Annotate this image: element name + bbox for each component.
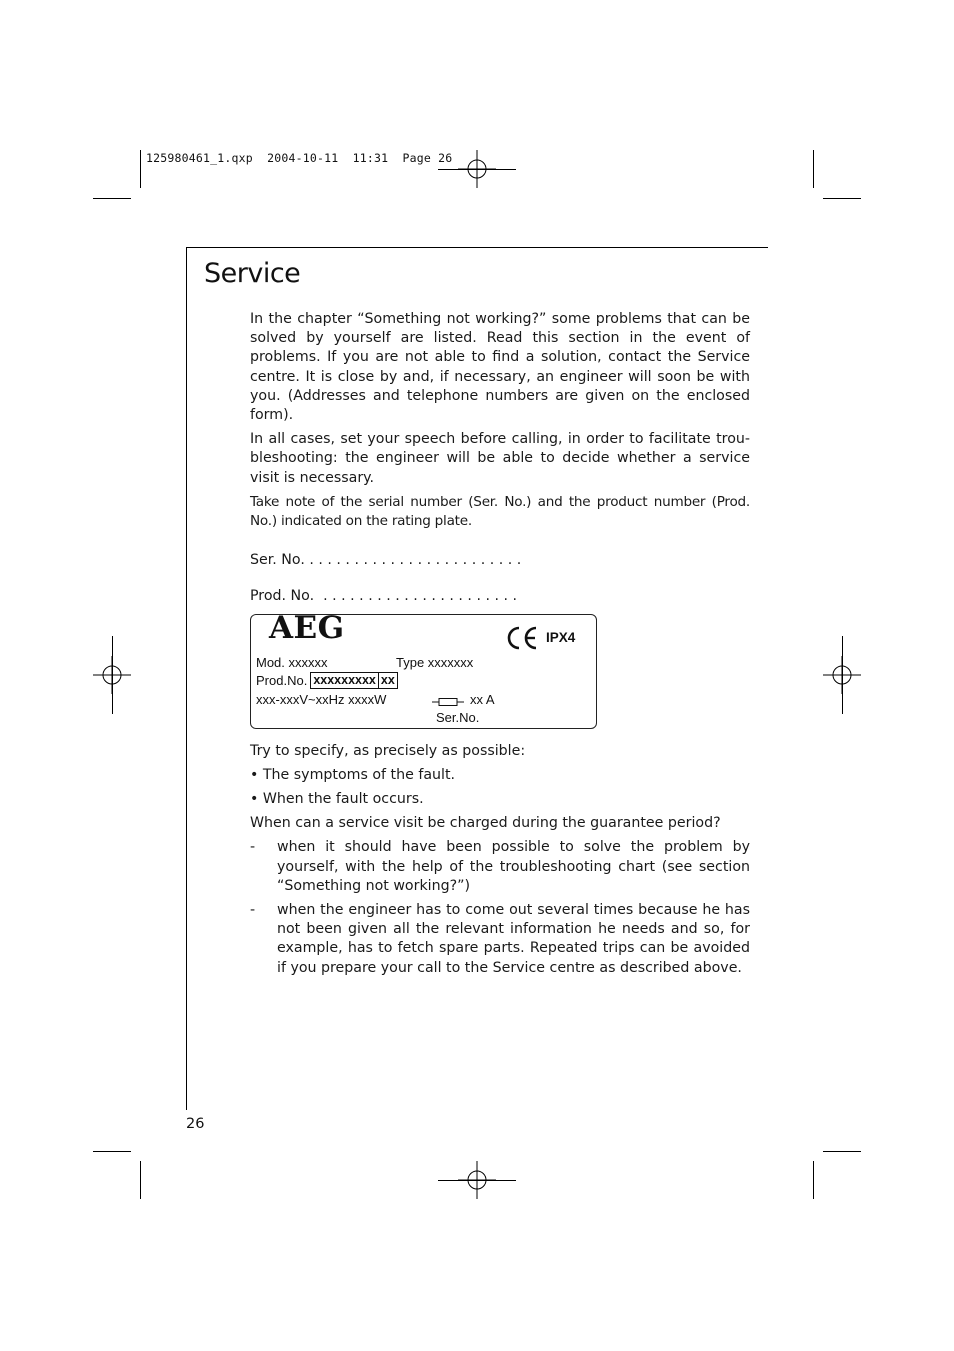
- page-number: 26: [186, 1116, 205, 1132]
- specify-section: [250, 742, 750, 978]
- list-item-text: when the engineer has to come out several times because he has not been given all the relevant information he needs and so, for example, has to fetch spare parts. Repeated trips can be avoided if you prepare your call to the Service centre as described above.: [277, 902, 750, 976]
- prod-no-field: Prod. No. . . . . . . . . . . . . . . . . . . . . . .: [250, 588, 518, 605]
- crop-mark: [823, 198, 861, 199]
- crop-mark: [140, 1161, 141, 1199]
- crop-mark: [813, 150, 814, 188]
- frame-top-rule: [186, 247, 768, 248]
- brand-logo: AEG: [269, 609, 345, 646]
- list-item: • The symptoms of the fault.: [250, 766, 456, 783]
- crop-mark: [813, 1161, 814, 1199]
- type-label: Type xxxxxxx: [396, 654, 474, 670]
- product-number-label: Prod.No.: [256, 672, 308, 688]
- serial-number-label: Ser.No.: [436, 709, 480, 725]
- list-item: [250, 901, 750, 978]
- crop-mark: [93, 1151, 131, 1152]
- registration-mark-line: [112, 636, 113, 714]
- fuse-rating: xx A: [470, 691, 495, 707]
- preparation-paragraph: In all cases, set your speech before calling, in order to facilitate trou-bleshooting: the engineer will be able to decide whether a service visit is necessary.: [250, 431, 750, 486]
- list-dash: -: [250, 902, 256, 919]
- model-label: Mod. xxxxxx: [256, 654, 328, 670]
- electrical-rating: xxx-xxxV~xxHz xxxxW: [256, 691, 387, 707]
- ipx-rating: IPX4: [546, 629, 576, 645]
- crop-mark: [140, 150, 141, 188]
- list-dash: -: [250, 839, 256, 856]
- page-title: Service: [204, 258, 301, 289]
- intro-paragraph: In the chapter “Something not working?” some problems that can be solved by yourself are listed. Read this section in the event of problems. If you are not able to find a solution, contact the Service centre. It is close by and, if necessary, an engineer will soon be with you. (Addresses and telephone numbers are given on the enclosed form).: [250, 311, 750, 424]
- list-item-text: when it should have been possible to solve the problem by yourself, with the help of the troubleshooting chart (see section “Something not working?”): [277, 839, 750, 894]
- product-index-box: xx: [379, 672, 398, 689]
- product-number-row: [256, 671, 398, 690]
- rating-plate: [250, 609, 597, 729]
- ce-mark-icon: [505, 626, 539, 655]
- registration-mark-line: [438, 1180, 516, 1181]
- main-content: [250, 310, 750, 983]
- crop-mark: [93, 198, 131, 199]
- crop-mark: [823, 1151, 861, 1152]
- registration-mark-line: [842, 636, 843, 714]
- guarantee-question: When can a service visit be charged during the guarantee period?: [250, 815, 721, 832]
- rating-plate-paragraph: Take note of the serial number (Ser. No.) and the product number (Prod. No.) indicated on the rating plate.: [250, 493, 750, 530]
- specify-intro: Try to specify, as precisely as possible:: [250, 742, 526, 759]
- print-header: 125980461_1.qxp 2004-10-11 11:31 Page 26: [146, 151, 453, 165]
- list-item: • When the fault occurs.: [250, 791, 424, 808]
- frame-left-rule: [186, 247, 187, 1110]
- product-number-box: xxxxxxxxx: [310, 672, 379, 689]
- ser-no-field: Ser. No. . . . . . . . . . . . . . . . . . . . . . . . .: [250, 552, 522, 569]
- list-item: [250, 838, 750, 896]
- registration-mark-line: [438, 169, 516, 170]
